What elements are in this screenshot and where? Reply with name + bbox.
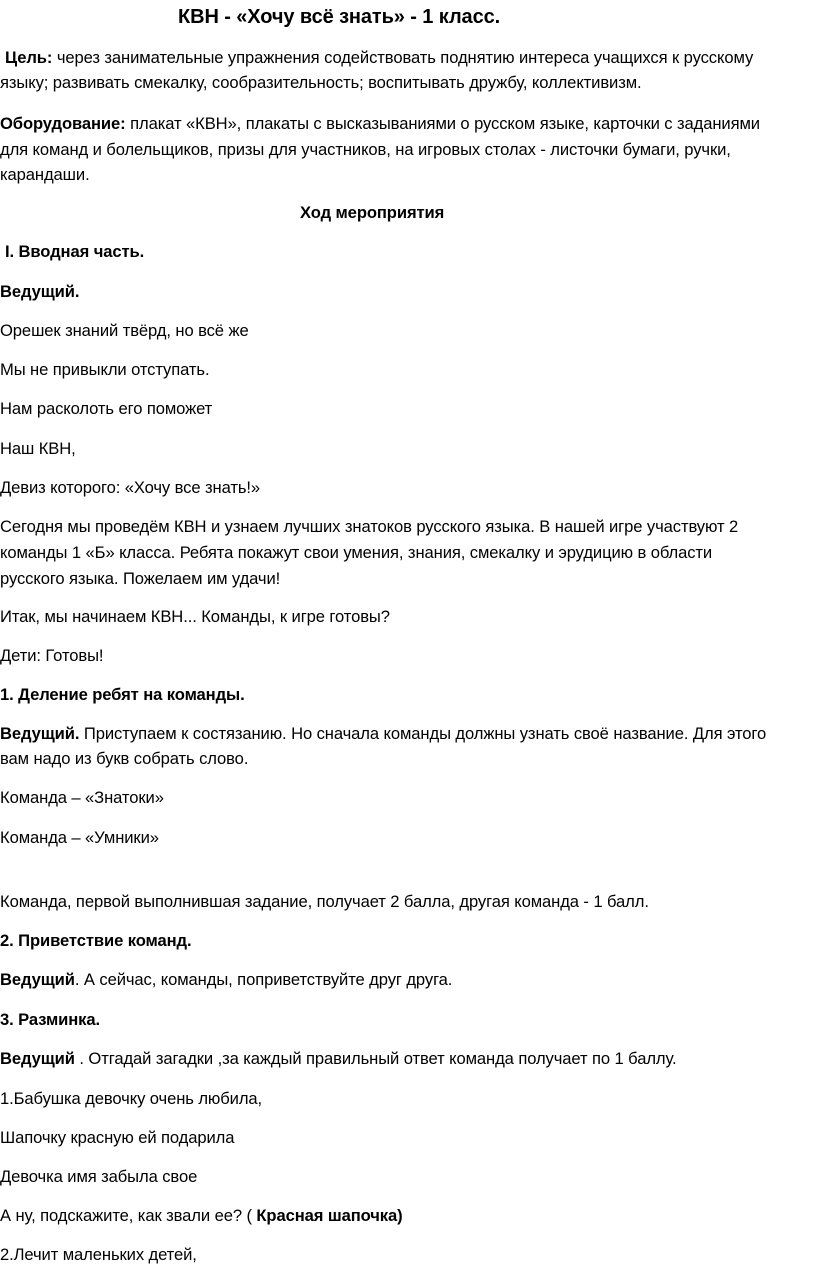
equipment-line-1 (0, 111, 760, 137)
riddle1-answer: Красная шапочка) (256, 1206, 403, 1225)
section3-line (0, 1046, 677, 1072)
team-2: Команда – «Умники» (0, 828, 159, 847)
goal-line-2: языку; развивать смекалку, сообразительность; воспитывать дружбу, коллективизм. (0, 73, 642, 92)
host-label: Ведущий. (0, 282, 80, 301)
riddle1-line-3: Девочка имя забыла свое (0, 1167, 198, 1186)
goal-label: Цель: (5, 48, 53, 67)
section1-text-1: Приступаем к состязанию. Но сначала команды должны узнать своё название. Для этого (79, 724, 767, 743)
section2-host: Ведущий (0, 970, 75, 989)
equipment-label: Оборудование: (0, 114, 126, 133)
begin-line: Итак, мы начинаем КВН... Команды, к игре готовы? (0, 607, 390, 626)
poem-line-5: Девиз которого: «Хочу все знать!» (0, 478, 261, 497)
course-heading: Ход мероприятия (300, 203, 445, 222)
section1-line-1 (0, 721, 766, 747)
section2-heading: 2. Приветствие команд. (0, 931, 192, 950)
team-1: Команда – «Знатоки» (0, 788, 164, 807)
equipment-line-2: для команд и болельщиков, призы для участников, на игровых столах - листочки бумаги, ручки, (0, 140, 731, 159)
today-line-3: русского языка. Пожелаем им удачи! (0, 569, 281, 588)
section3-host: Ведущий (0, 1049, 75, 1068)
today-line-2: команды 1 «Б» класса. Ребята покажут свои умения, знания, смекалку и эрудицию в области (0, 543, 713, 562)
equipment-text-1: плакат «КВН», плакаты с высказываниями о русском языке, карточки с заданиями (125, 114, 760, 133)
children-reply: Дети: Готовы! (0, 646, 104, 665)
equipment-line-3: карандаши. (0, 165, 90, 184)
riddle2-line-1: 2.Лечит маленьких детей, (0, 1245, 197, 1264)
intro-heading: I. Вводная часть. (5, 242, 145, 261)
section1-host: Ведущий. (0, 724, 80, 743)
goal-text-1: через занимательные упражнения содействовать поднятию интереса учащихся к русскому (52, 48, 754, 67)
score-rule: Команда, первой выполнившая задание, получает 2 балла, другая команда - 1 балл. (0, 892, 649, 911)
section3-heading: 3. Разминка. (0, 1010, 101, 1029)
section1-heading: 1. Деление ребят на команды. (0, 685, 245, 704)
riddle1-line-4 (0, 1203, 403, 1229)
riddle1-line-1: 1.Бабушка девочку очень любила, (0, 1089, 263, 1108)
document-title: КВН - «Хочу всё знать» - 1 класс. (178, 6, 501, 28)
section2-text: . А сейчас, команды, поприветствуйте друг друга. (74, 970, 453, 989)
poem-line-2: Мы не привыкли отступать. (0, 360, 210, 379)
section1-line-2: вам надо из букв собрать слово. (0, 749, 249, 768)
section2-line (0, 967, 452, 993)
section3-text: . Отгадай загадки ,за каждый правильный ответ команда получает по 1 баллу. (74, 1049, 677, 1068)
poem-line-3: Нам расколоть его поможет (0, 399, 213, 418)
riddle1-question: А ну, подскажите, как звали ее? ( (0, 1206, 257, 1225)
goal-line-1 (5, 45, 753, 71)
today-line-1: Сегодня мы проведём КВН и узнаем лучших знатоков русского языка. В нашей игре участвуют 2 (0, 517, 739, 536)
poem-line-1: Орешек знаний твёрд, но всё же (0, 321, 249, 340)
poem-line-4: Наш КВН, (0, 439, 76, 458)
riddle1-line-2: Шапочку красную ей подарила (0, 1128, 235, 1147)
